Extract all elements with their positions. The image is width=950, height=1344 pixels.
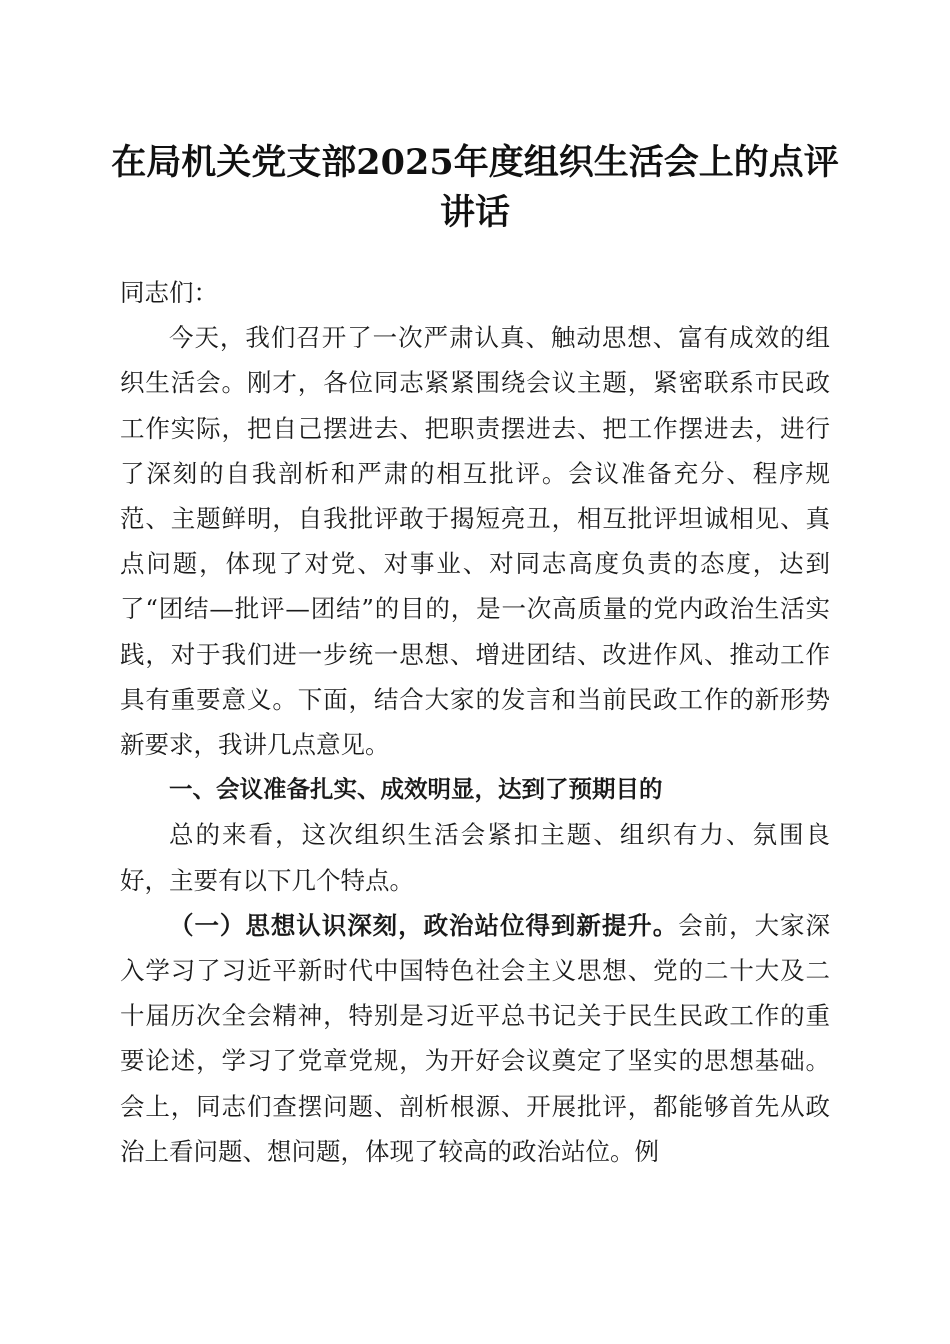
document-title: 在局机关党支部2025年度组织生活会上的点评讲话 [111, 142, 839, 233]
point-1-lead: （一）思想认识深刻，政治站位得到新提升。 [169, 910, 679, 940]
point-1-text: 会前，大家深入学习了习近平新时代中国特色社会主义思想、党的二十大及二十届历次全会精神，特别是习近平总书记关于民生民政工作的重要论述，学习了党章党规，为开好会议奠定了坚实的思想基础。会上，同志们查摆问题、剖析根源、开展批评，都能够首先从政治上看问题、想问题，体现了较高的政治站位。例 [120, 910, 831, 1166]
salutation: 同志们： [120, 278, 218, 307]
opening-paragraph: 今天，我们召开了一次严肃认真、触动思想、富有成效的组织生活会。刚才，各位同志紧紧围绕会议主题，紧密联系市民政工作实际，把自己摆进去、把职责摆进去、把工作摆进去，进行了深刻的自我剖析和严肃的相互批评。会议准备充分、程序规范、主题鲜明，自我批评敢于揭短亮丑，相互批评坦诚相见、真点问题，体现了对党、对事业、对同志高度负责的态度，达到了“团结—批评—团结”的目的，是一次高质量的党内政治生活实践，对于我们进一步统一思想、增进团结、改进作风、推动工作具有重要意义。下面，结合大家的发言和当前民政工作的新形势新要求，我讲几点意见。 [120, 323, 830, 760]
document-body [120, 270, 830, 1174]
section-1-intro: 总的来看，这次组织生活会紧扣主题、组织有力、氛围良好，主要有以下几个特点。 [120, 820, 830, 895]
point-1-paragraph [120, 903, 830, 1174]
section-heading-1: 一、会议准备扎实、成效明显，达到了预期目的 [169, 775, 663, 804]
